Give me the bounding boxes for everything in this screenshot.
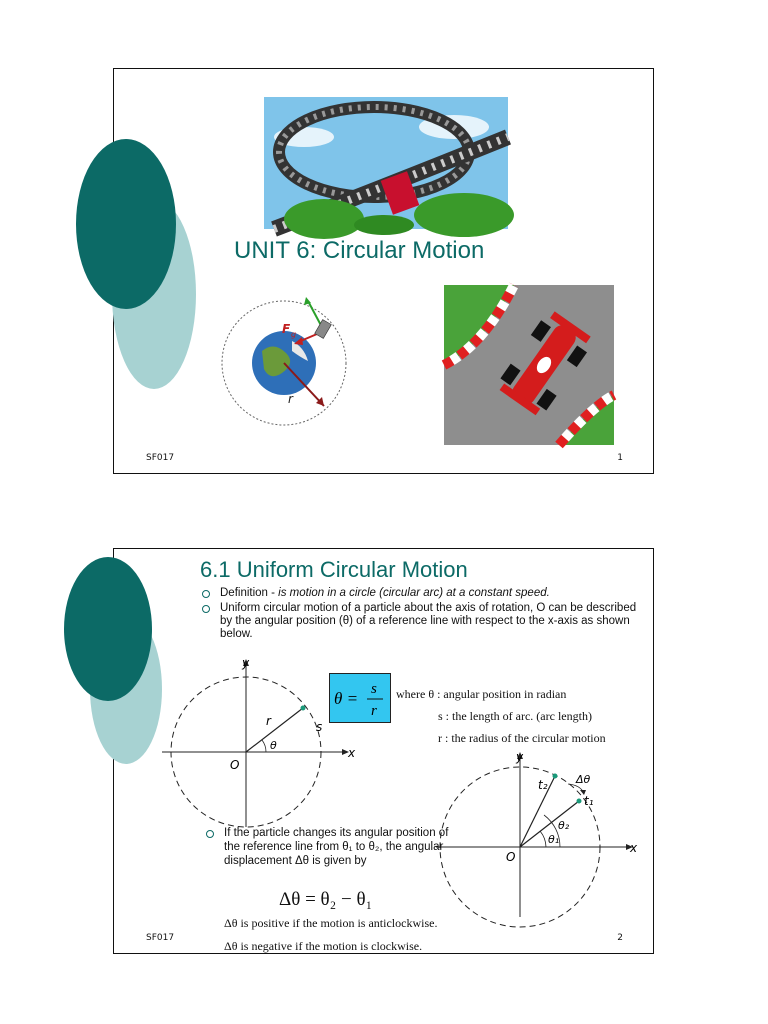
displacement-text: If the particle changes its angular position of the reference line from θ₁ to θ₂, the angular displacement Δθ is given by: [224, 827, 449, 867]
bullet-description: [202, 602, 642, 641]
bullet-marker: [202, 605, 210, 613]
variable-definitions: [396, 683, 606, 749]
bullet-definition: [202, 587, 642, 600]
slide-1: [113, 68, 654, 474]
radius-label: r: [266, 714, 271, 728]
formula-numerator: s: [371, 681, 377, 697]
displacement-equation: Δθ = θ₂ − θ₁: [279, 889, 373, 910]
origin-label: O: [230, 758, 240, 772]
angular-displacement-diagram: [434, 749, 644, 919]
footer-page-number: 2: [617, 933, 623, 943]
footer-page-number: 1: [617, 453, 623, 463]
t1-label: t₁: [584, 794, 594, 808]
y-axis-label: y: [516, 750, 524, 764]
theta-label: θ: [270, 739, 277, 752]
positive-note: Δθ is positive if the motion is anticlockwise.: [224, 916, 438, 930]
origin-label: O: [506, 850, 516, 864]
delta-theta-label: Δθ: [576, 773, 591, 786]
definition-s: s : the length of arc. (arc length): [438, 709, 592, 723]
slide-2: [113, 548, 654, 954]
slide-title: UNIT 6: Circular Motion: [234, 237, 485, 264]
roller-coaster-image: [264, 97, 508, 229]
bullet-marker: [202, 590, 210, 598]
force-label: F: [282, 322, 291, 336]
x-axis-label: x: [630, 841, 638, 855]
definition-theta: where θ : angular position in radian: [396, 687, 567, 701]
race-car-image: [444, 285, 614, 445]
definition-r: r : the radius of the circular motion: [438, 731, 606, 745]
formula-denominator: r: [371, 703, 377, 719]
y-axis-label: y: [242, 656, 250, 670]
angular-position-diagram: [154, 657, 354, 837]
theta1-label: θ₁: [548, 833, 560, 846]
bullet-marker: [206, 830, 214, 838]
slide-title: 6.1 Uniform Circular Motion: [200, 557, 468, 582]
theta2-label: θ₂: [558, 819, 570, 832]
radius-label: r: [288, 392, 293, 406]
footer-course-code: SF017: [146, 933, 175, 943]
arc-label: s: [316, 720, 323, 734]
definition-text: is motion in a circle (circular arc) at a constant speed.: [278, 587, 550, 599]
negative-note: Δθ is negative if the motion is clockwise.: [224, 939, 423, 953]
formula-lhs: θ =: [334, 689, 359, 708]
definition-prefix: Definition -: [220, 587, 279, 599]
earth-orbit-diagram: [212, 291, 372, 431]
description-text: Uniform circular motion of a particle about the axis of rotation, O can be described by the angular position (θ) of a reference line with respect to the x-axis as shown below.: [220, 602, 637, 640]
angular-position-formula: [329, 673, 391, 723]
footer-course-code: SF017: [146, 453, 175, 463]
t2-label: t₂: [538, 778, 548, 792]
bullet-list: [202, 587, 642, 643]
x-axis-label: x: [348, 746, 356, 760]
bullet-angular-displacement: [206, 826, 454, 868]
slide-decoration: [114, 69, 214, 399]
force-subscript: g: [291, 330, 297, 339]
